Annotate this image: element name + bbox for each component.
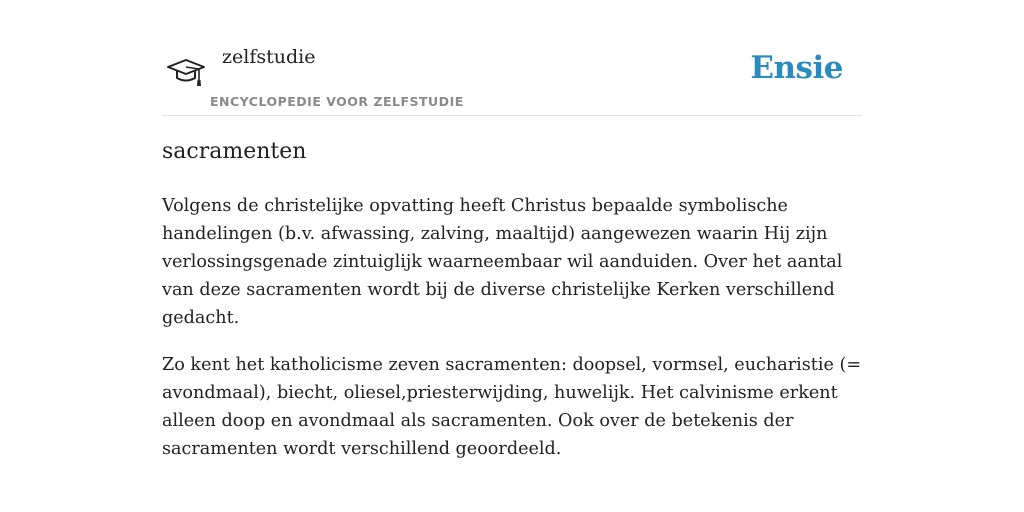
graduation-cap-icon[interactable]: [166, 55, 206, 91]
ensie-brand-link[interactable]: Ensie: [750, 50, 843, 86]
page-container: [162, 0, 862, 459]
site-header: [162, 0, 862, 116]
site-tagline: ENCYCLOPEDIE VOOR ZELFSTUDIE: [210, 94, 464, 109]
article-paragraph-2: Zo kent het katholicisme zeven sacramenten: doopsel, vormsel, eucharistie (= avondmaal), biecht, oliesel,priesterwijding, huwelijk. Het calvinisme erkent alleen doop en avondmaal als sacramenten. Ook over de betekenis der sacramenten wordt verschillend geoordeeld.: [162, 355, 862, 459]
article-paragraph-1: Volgens de christelijke opvatting heeft Christus bepaalde symbolische handelingen (b.v. afwassing, zalving, maaltijd) aangewezen waarin Hij zijn verlossingsgenade zintuiglijk waarneembaar wil aanduiden. Over het aantal van deze sacramenten wordt bij de diverse christelijke Kerken verschillend gedacht.: [162, 196, 843, 328]
article-title: sacramenten: [162, 139, 307, 164]
site-name-link[interactable]: zelfstudie: [222, 46, 316, 68]
article-body: [162, 192, 862, 482]
